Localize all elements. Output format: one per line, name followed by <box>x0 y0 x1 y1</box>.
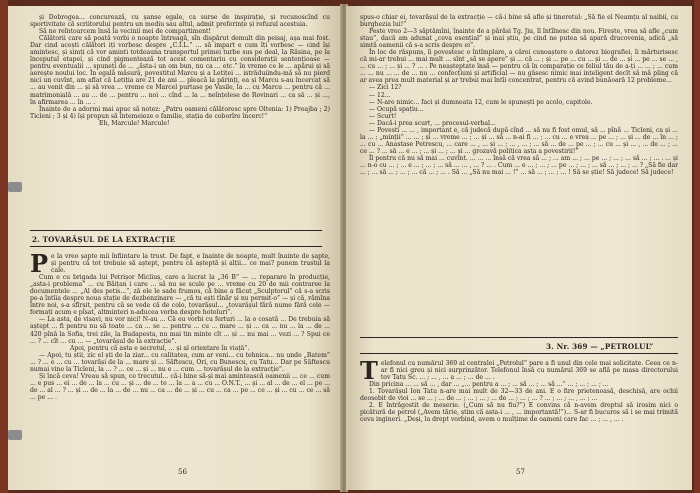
right-section-text <box>360 356 678 424</box>
paragraph: Cum e cu brigada lui Petrișor Micliuș, care a lucrat la „36 B” — ... reparare în producție, „asta-i problema” ... cu Băițan i care ... să nu se scule pe ... vreme cu 20 de mii contraree la documentele ... „Al des petis...”, ză ele le sade frumos, că bine a făcut „Sculptorul” că s-a scris pe-a întîia despre noua stație de dezbenzinare — „că tu ești tînăr și nu permit-o” — și că, rămîna între noi, s-a sfîrșit, pentru că se vede că de colo, tovarășul... „tovarășul fără nume fără cele — formați acum e pîsat, altminteri n-aducea vorba despre hoteluri”. <box>30 274 330 317</box>
paragraph: elefonul cu numărul 369 al centralei „Petrolul” pare a fi unul din cele mai solicitate. Ceea ce n-ar fi nici greu și nici surprinzător. Telefonul însă cu numărul 369 se află pe masa directorului tov Tatu Sc. ... ; ... , ... a ... ; ... de ... . <box>380 360 678 382</box>
paragraph: spus-o chiar ei, tovarășul de la extracție — că-i bine să afle și tineretul: „Să fie el Neamțu al naibii, cu burghezia lui!” <box>360 14 678 29</box>
section-rule-top <box>30 230 322 231</box>
paragraph: Peste vreo 2—3 săptămîni, înainte de a părăsi Tg. Jiu, îl întîlnesc din nou. Firește, vrea să afle „cum stau”, dacă am adunat „ceva esențial” și mai știu, pe cind ne putea să apară dracovenia, adică „să simtă oamenii că s-a scris despre ei”. <box>360 28 678 50</box>
paragraph: Din pricina ... ... să ... , dar ... „... pentru a ... ; ... să ... ; ... să ...” ... ; ... ; ... ; ... <box>369 381 609 389</box>
left-top-text <box>30 14 330 127</box>
paragraph: e la vreo șapte mii înfiintare la trust. De fapt, e înainte de noapte, mult înainte de șapte, și pentru că tot trebuie să aștept, pentru că așteptă și alții... ce mai? punem trustul la cale. <box>51 253 330 275</box>
section-title: 3. Nr. 369 — „PETROLUL” <box>546 342 654 351</box>
paragraph: — N-are nimic... faci și dumneata 12, cum le spunești pe acolo, capitole. <box>369 98 593 106</box>
paragraph: — 12... <box>369 91 391 99</box>
paragraph: — Apoi, tu știi, zic el ști de la ziar... cu calitatea, cum ar veni... cu tehnica... nu unde „Batem” ... ? ... e ... cu ... tovarăși de la ... mare și ... Săftescu, Ori, cu Bunescu, cu Tatu... Dar pe Săftescu numai vine la Ticleni, la ... ? ... ce ... și ... nu e ... cum ... tovarășul de la extracție”. <box>30 351 330 373</box>
page-number: 56 <box>178 468 187 476</box>
section-title: 2. TOVARĂȘUL DE LA EXTRACȚIE <box>32 235 176 244</box>
section-rule-top <box>360 337 678 338</box>
dropcap: T <box>360 356 378 385</box>
paragraph: Eh, Marcule! Marcule! <box>99 119 170 127</box>
right-page <box>346 6 692 490</box>
paragraph: — Ocupă spațiu... <box>369 105 424 113</box>
paragraph: Să ne reîntoarcem însă la vecinii mei de compartiment! <box>39 28 211 36</box>
dropcap: P <box>30 249 49 278</box>
paragraph: — Povesti ... ... , important e, că judecă după cînd ... să nu fi fost omul, să ... pînă ... Ticleni, ca și ... la ... ; „minții” ... ... ; și ... vreme ... ; ... și ... să ... n-ai fi ... ; ... cu ... e vrea ... pe ... ; ... și ... de ... în ... ; ... cu ... Anastase Petrescu, ... care ... , ... și ... ; ... , ... ; ... să ... de ... pe ... ; ... cu ... și ... , ... de ... ; ... ce ... ? ... să ... e ... ; ... și ... ; ... și ... grozavă politica asta a povestirii!” <box>360 126 678 155</box>
page-number: 57 <box>516 468 525 476</box>
paragraph: 1. Tovarășul Ion Tatu n-are mai mult de 32—33 de ani. E o fire prietenoasă, deschisă, are ochii deosebit de vioi ... se ... ; ... de ... ; ... ; ... ; ... de ... ; ... ; ... ? ... ; ... ; ... , ... ; ... <box>360 388 678 403</box>
paragraph: 2. E întrăgostit de meserie. („Cum să nu fiu?”) E convins că n-avem dreptul să irosim nici o picătură de petrol („Avem tărie, știm că asta-i ... , ... importantă!”)... S-ar fi bucuros să i se mai trimită ceva ingineri. „Deși, la drept vorbind, avem o mulțime de oameni care fac ... ; ... , ... . <box>360 402 678 424</box>
paragraph: Și încă ceva! Vreau să spun, ce trecutul... că-i bine să-și mai amintească oamenii ... ce ... cum ... e pus ... ei ... de ... la ... cu ... și ... de ... te ... la ... a ... cu ... O.N.T., ... și ... al ... de ... el ... pe ... de ... al ... ? ... și ... de ... la ... de ... nu ... ca ... de ... și ... cu ... ca ... pe ... ce ... și ... cu ... ce ... să ... pe ... . <box>30 372 330 401</box>
paragraph: — Zici 12? <box>369 84 402 92</box>
paragraph: — La asta, de visavi, nu vor nici! N-au ... Că eu vorbi cu ferturi ... la o cosată ... De trebuia să aștept ... fi pentru nu să toate ... ca ... se ... pentru ... cu ... mare ... și ... ca ... nu ... la ... de ... 420 pînă la Sofia, trei zile, la Budapesta, nu mai tin minte cît ... și ... nu mai ... vezi ... ? Spui ce ... ? ... cît ... cu ... — „tovarășul de la extracție”. <box>30 316 330 345</box>
paragraph: Înainte de a adormi mai apuc să notez: „Patru oameni călătoresc spre Oltenia: 1) Preajba ; 2) Ticleni ; 3 și 4) își propun să întemeieze o familie, stația de coborîre încerc!” <box>30 105 330 120</box>
paragraph: și Dobrogea... concurează, cu șanse egale, ca surse de inspirație, și recunoscînd cu sportivitate că scriitorului pentru un mediu sau altul, admit preferințe și refuzul acestuia. <box>30 14 330 29</box>
binder-clip-bottom <box>8 430 22 440</box>
cover-edge-left <box>0 0 8 493</box>
section-rule-bottom <box>360 353 678 354</box>
left-section-text <box>30 249 330 401</box>
section-rule-bottom <box>30 246 322 247</box>
paragraph: Călătorii care să poată vorbi o noapte întreagă, sîn dispărut demult din peisaj, așa mai fost. Dar cind acești călători iți vorbesc despre „C.I.L.” ... să impart e cum îți vorbesc — cind își amintesc, și simți că vor aminti totdeauna transportul primei turbe sus pe deal, la Răsina, pe la începutul etapei, și cind pigmentează tot acest comentariu cu considerații sentențioase — pentru eventualii ... spuneți de ... „ăsta-i un om bun, nu ca ... etc.” în vreme ce le ... apărui și să aerește noului loc. În egală măsură, povestitul Marcu și a Letiței ... istrăduiindu-mă să nu pierd nici un cuvînt, am aflat că Letiția are 21 de ani ... pleacă la părinți, ea și Marcu s-au încercat să ... au venit din ... și să vrea ... vreme ce Marcel purtase pe Vasile, la ... cu Marcu ... pentru că ... matrimonială ... au ... de ... pentru ... noi ... cînd ... la ... neînțelese de Rovinari ... ca să ... și ..., în afirmarea ... în ... . <box>30 35 330 106</box>
cover-edge-right <box>694 0 700 493</box>
left-page <box>8 6 342 490</box>
paragraph: — Dacă-i prea scurt, ... procesul-verbal... <box>369 119 496 127</box>
paragraph: — Scurt! <box>369 112 397 120</box>
binder-clip-top <box>8 182 22 192</box>
paragraph: În loc de răspuns, îi povestesc o întîmplare, a cărei cunoaștere o datorez biografiei, îi mărturisesc că mi-ar trebui ... mai mult ... sînt „să se apere” și ... că ... ; și ... pe ... cu ... și ... de ... și ... pe ... se ... , ... cu ... ; ... și ... ? ... . Pe neașteptate însă — pentru că în comparație ce feliul tău de a-ți ... ... ; ... cum ... ... nu ... ... de ... nu ... confecțiuni și artificial — nu găsesc nimic mai inteligent decît să mă pling că ar avea prea mult material și ar trebui mai întîi concentrat, pentru că avind bunăoară 12 probleme... <box>360 49 678 85</box>
paragraph: Îl pentru că nu să mai ... cuvînt. ... ... ... însă că vrea să ... ; ... am ... ; ... pe ... ; ... ; ... să ... ; ... . ... și ... n-o cu ... ; ... e ... ; ... ; ... să ... ... , ... ? ... . Cum ... e ... ; ... ; ... pe ... ; ... ; ... să ... ; ... ; ... ? „Să fie dar ... ; ... să ... ; ... ; ... că ... ; ... . Să ... „Să nu mai ... !” ... să ... ; ... ; ... ! Să se știe! Să judece! Să judece! <box>360 154 678 177</box>
paragraph: Apoi, pentru că asta e secretul, ... și al orientare în viață”. <box>70 344 250 352</box>
right-top-text <box>360 14 678 176</box>
